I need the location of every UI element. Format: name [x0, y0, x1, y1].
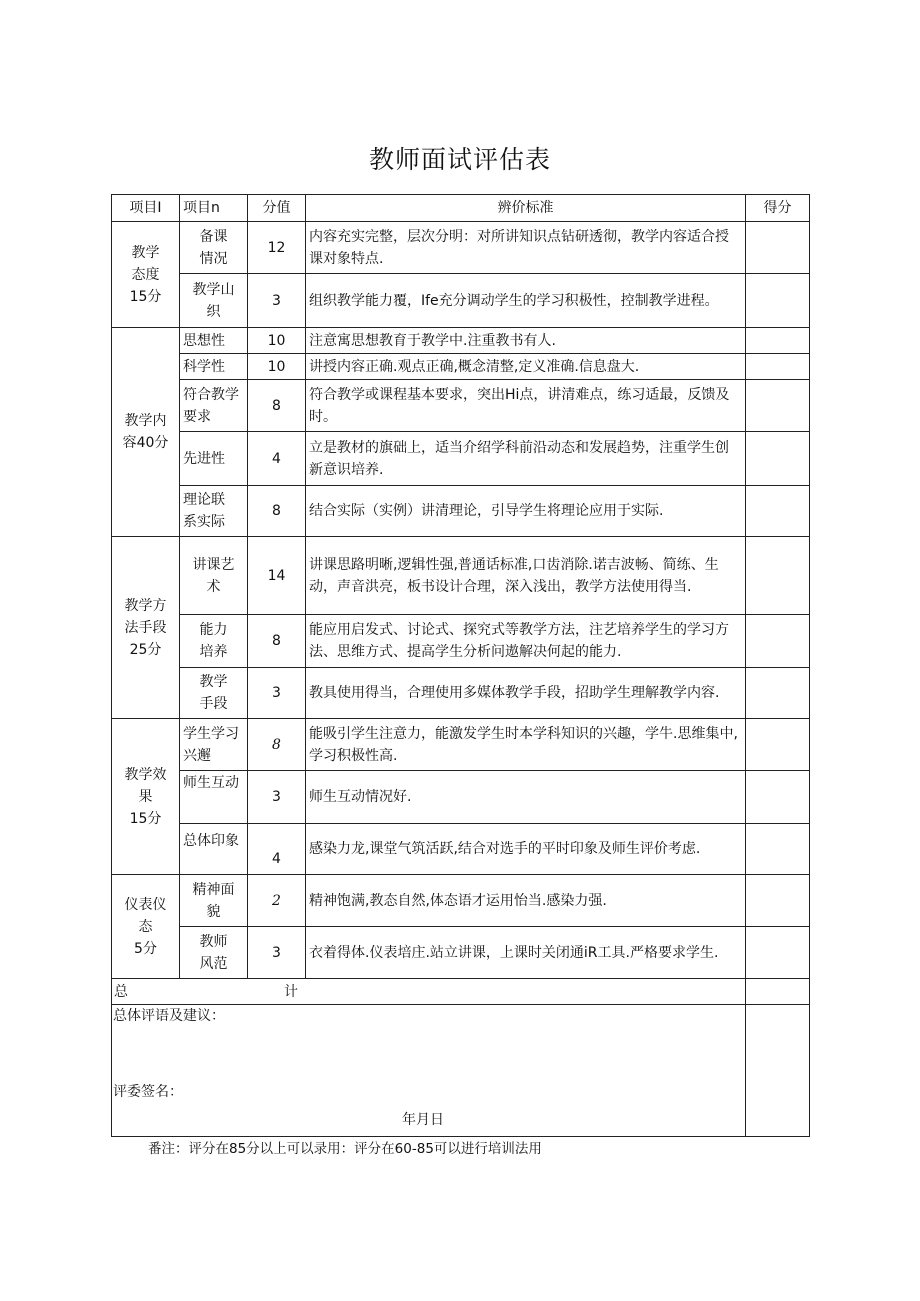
comments-side-cell: [746, 1005, 810, 1137]
total-row: [112, 979, 810, 1005]
value-cell: 3: [248, 274, 306, 328]
group-teaching-content: 教学内 容40分: [112, 328, 180, 537]
item-scientific: 科学性: [180, 354, 248, 380]
score-input-cell[interactable]: [746, 432, 810, 486]
score-input-cell[interactable]: [746, 875, 810, 927]
value-cell: 14: [248, 537, 306, 615]
value-cell: 8: [248, 719, 306, 771]
item-theory-practice: 理论联 系实际: [180, 486, 248, 537]
group-appearance: 仪表仪 态 5分: [112, 875, 180, 979]
criteria-cell: 结合实际（实例）讲清理论，引导学生将理论应用于实际.: [306, 486, 746, 537]
criteria-cell: 立是教材的旗础上，适当介绍学科前沿动态和发展趋势，注重学生创新意识培养.: [306, 432, 746, 486]
score-input-cell[interactable]: [746, 771, 810, 824]
criteria-cell: 能应用启发式、讨论式、探究式等教学方法，注艺培养学生的学习方法、思维方式、提高学生分析问遨解决何起的能力.: [306, 615, 746, 668]
score-input-cell[interactable]: [746, 274, 810, 328]
table-row: [112, 771, 810, 824]
item-overall-impression: 总体印象: [180, 824, 248, 875]
item-lecture-art: 讲课艺 术: [180, 537, 248, 615]
criteria-cell: 精神饱满,教态自然,体态语才运用怡当.感染力强.: [306, 875, 746, 927]
table-row: [112, 537, 810, 615]
date-label: 年月日: [402, 1112, 444, 1128]
criteria-cell: 教具使用得当，合理使用多媒体教学手段，招助学生理解教学内容.: [306, 668, 746, 719]
value-cell: 8: [248, 380, 306, 432]
value-cell: 8: [248, 486, 306, 537]
item-ability-training: 能力 培养: [180, 615, 248, 668]
table-row: [112, 824, 810, 875]
table-row: [112, 380, 810, 432]
table-row: [112, 719, 810, 771]
header-row: [112, 195, 810, 222]
score-input-cell[interactable]: [746, 222, 810, 274]
value-cell: 3: [248, 771, 306, 824]
criteria-cell: 注意寓思想教育于教学中.注重教书有人.: [306, 328, 746, 354]
value-cell: 4: [248, 824, 306, 875]
criteria-cell: 能吸引学生注意力，能激发学生时本学科知识的兴趣，学牛.思维集中,学习积极性高.: [306, 719, 746, 771]
header-criteria: 辨价标准: [306, 195, 746, 222]
group-teaching-methods: 教学方 法手段 25分: [112, 537, 180, 719]
value-cell: 4: [248, 432, 306, 486]
score-input-cell[interactable]: [746, 328, 810, 354]
footnote: 番注：评分在85分以上可以录用：评分在60-85可以进行培训法用: [148, 1141, 542, 1157]
item-student-interest: 学生学习 兴邂: [180, 719, 248, 771]
table-row: [112, 274, 810, 328]
evaluation-table: [111, 194, 810, 1137]
comments-label: 总体评语及建议：: [113, 1008, 225, 1024]
score-input-cell[interactable]: [746, 615, 810, 668]
total-label: 总 计: [112, 979, 746, 1005]
value-cell: 3: [248, 927, 306, 979]
group-teaching-attitude: 教学 态度 15分: [112, 222, 180, 328]
item-class-organization: 教学山 织: [180, 274, 248, 328]
score-input-cell[interactable]: [746, 927, 810, 979]
score-input-cell[interactable]: [746, 354, 810, 380]
criteria-cell: 讲授内容正确.观点正确,概念清整,定义准确.信息盘大.: [306, 354, 746, 380]
header-score: 得分: [746, 195, 810, 222]
criteria-cell: 内容充实完整，层次分明：对所讲知识点钻研透彻，教学内容适合授课对象特点.: [306, 222, 746, 274]
table-row: [112, 668, 810, 719]
criteria-cell: 师生互动情况好.: [306, 771, 746, 824]
group-teaching-effect: 教学效 果 15分: [112, 719, 180, 875]
header-item1: 项目I: [112, 195, 180, 222]
criteria-cell: 感染力龙,课堂气筑活跃,结合对选手的平时印象及师生评价考虑.: [306, 824, 746, 875]
criteria-cell: 符合教学或课程基本要求，突出Hi点，讲清难点，练习适最，反馈及时。: [306, 380, 746, 432]
score-input-cell[interactable]: [746, 668, 810, 719]
page-title: 教师面试评估表: [368, 145, 551, 174]
score-input-cell[interactable]: [746, 486, 810, 537]
item-spirit: 精神面 貌: [180, 875, 248, 927]
value-cell: 12: [248, 222, 306, 274]
table-row: [112, 486, 810, 537]
header-score-value: 分值: [248, 195, 306, 222]
table-row: [112, 222, 810, 274]
table-row: [112, 354, 810, 380]
value-cell: 10: [248, 354, 306, 380]
criteria-cell: 衣着得体.仪表培庄.站立讲课，上课时关闭通iR工具.严格要求学生.: [306, 927, 746, 979]
table-row: [112, 875, 810, 927]
score-input-cell[interactable]: [746, 719, 810, 771]
header-item2: 项目n: [180, 195, 248, 222]
criteria-cell: 讲课思路明晰,逻辑性强,普通话标准,口齿消除.诺吉波畅、简练、生动，声音洪亮，板书设计合理，深入浅出，教学方法使用得当.: [306, 537, 746, 615]
value-cell: 3: [248, 668, 306, 719]
score-input-cell[interactable]: [746, 824, 810, 875]
table-row: [112, 328, 810, 354]
table-row: [112, 927, 810, 979]
item-teacher-demeanor: 教师 风范: [180, 927, 248, 979]
table-row: [112, 615, 810, 668]
total-score-cell[interactable]: [746, 979, 810, 1005]
score-input-cell[interactable]: [746, 537, 810, 615]
value-cell: 8: [248, 615, 306, 668]
criteria-cell: 组织教学能力覆，Ife充分调动学生的学习积极性，控制教学进程。: [306, 274, 746, 328]
item-advanced: 先进性: [180, 432, 248, 486]
item-requirements: 符合教学 要求: [180, 380, 248, 432]
item-teaching-means: 教学 手段: [180, 668, 248, 719]
value-cell: 10: [248, 328, 306, 354]
comments-cell[interactable]: [112, 1005, 746, 1137]
comments-row: [112, 1005, 810, 1137]
item-lesson-prep: 备课 情况: [180, 222, 248, 274]
table-row: [112, 432, 810, 486]
score-input-cell[interactable]: [746, 380, 810, 432]
judge-signature-label: 评委签名：: [113, 1084, 183, 1100]
item-ideology: 思想性: [180, 328, 248, 354]
item-interaction: 师生互动: [180, 771, 248, 824]
value-cell: 2: [248, 875, 306, 927]
